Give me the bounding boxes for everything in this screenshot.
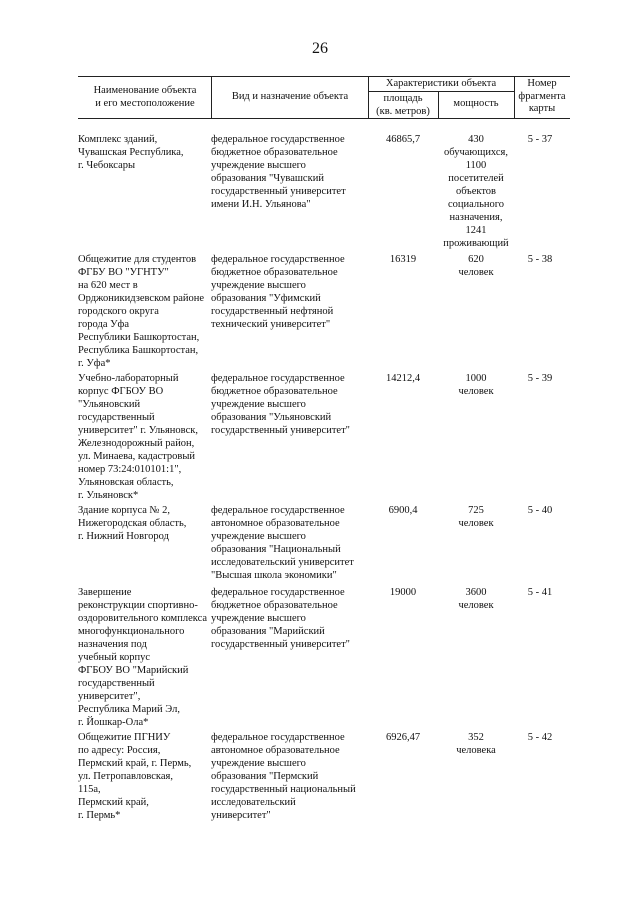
- object-area: 46865,7: [385, 134, 421, 145]
- header-top-rule: [78, 76, 570, 77]
- object-type: федеральное государственное бюджетное образовательное учреждение высшего образования "Чувашский государственный университет имени И.Н. Ульянова": [211, 134, 346, 210]
- object-name: Общежитие ПГНИУ по адресу: Россия, Пермский край, г. Пермь, ул. Петропавловская, 115а, Пермский край, г. Пермь*: [78, 732, 192, 821]
- fragment-number: 5 - 41: [527, 587, 553, 598]
- fragment-number: 5 - 37: [527, 134, 553, 145]
- object-capacity: 430 обучающихся, 1100 посетителей объектов социального назначения, 1241 проживающий: [443, 134, 509, 249]
- object-type: федеральное государственное бюджетное образовательное учреждение высшего образования "Марийский государственный университет": [211, 587, 350, 650]
- header-area: площадь (кв. метров): [376, 93, 430, 117]
- object-capacity: 725 человек: [458, 505, 494, 529]
- object-name: Комплекс зданий, Чувашская Республика, г. Чебоксары: [78, 134, 184, 171]
- fragment-number: 5 - 38: [527, 254, 553, 265]
- object-capacity: 352 человека: [456, 732, 496, 756]
- fragment-number: 5 - 39: [527, 373, 553, 384]
- header-fragment: Номер фрагмента карты: [518, 78, 566, 114]
- object-capacity: 1000 человек: [458, 373, 494, 397]
- object-area: 6926,47: [385, 732, 421, 743]
- object-area: 14212,4: [385, 373, 421, 384]
- object-name: Общежитие для студентов ФГБУ ВО "УГНТУ" на 620 мест в Орджоникидзевском районе городского округа города Уфа Республики Башкортостан, Республика Башкортостан, г. Уфа*: [78, 254, 205, 369]
- fragment-number: 5 - 40: [527, 505, 553, 516]
- header-bottom-rule: [78, 118, 570, 119]
- object-name: Завершение реконструкции спортивно- оздоровительного комплекса многофункционального назначения под учебный корпус ФГБОУ ВО "Марийский государственный университет", Республика Марий Эл, г. Йошкар-Ола*: [78, 587, 208, 728]
- object-type: федеральное государственное бюджетное образовательное учреждение высшего образования "Уфимский государственный нефтяной технический университет": [211, 254, 345, 330]
- object-area: 16319: [389, 254, 417, 265]
- object-name: Учебно-лабораторный корпус ФГБОУ ВО "Ульяновский государственный университет" г. Ульяновск, Железнодорожный район, ул. Минаева, кадастровый номер 73:24:010101:1", Ульяновская область, г. Ульяновск*: [78, 373, 198, 501]
- header-capacity: мощность: [453, 98, 499, 109]
- header-characteristics: Характеристики объекта: [385, 78, 497, 89]
- object-capacity: 3600 человек: [458, 587, 494, 611]
- object-area: 6900,4: [388, 505, 418, 516]
- object-capacity: 620 человек: [458, 254, 494, 278]
- header-type: Вид и назначение объекта: [231, 91, 349, 102]
- fragment-number: 5 - 42: [527, 732, 553, 743]
- object-type: федеральное государственное автономное образовательное учреждение высшего образования "Пермский государственный национальный исследовательский университет": [211, 732, 356, 821]
- object-area: 19000: [389, 587, 417, 598]
- object-type: федеральное государственное бюджетное образовательное учреждение высшего образования "Ульяновский государственный университет": [211, 373, 350, 436]
- page-number: 26: [312, 40, 328, 57]
- header-name: Наименование объекта и его местоположение: [93, 85, 197, 109]
- header-mid-rule: [368, 91, 514, 92]
- object-type: федеральное государственное автономное образовательное учреждение высшего образования "Национальный исследовательский университет "Высшая школа экономики": [211, 505, 354, 581]
- object-name: Здание корпуса № 2, Нижегородская область, г. Нижний Новгород: [78, 505, 187, 542]
- header-divider: [211, 76, 212, 118]
